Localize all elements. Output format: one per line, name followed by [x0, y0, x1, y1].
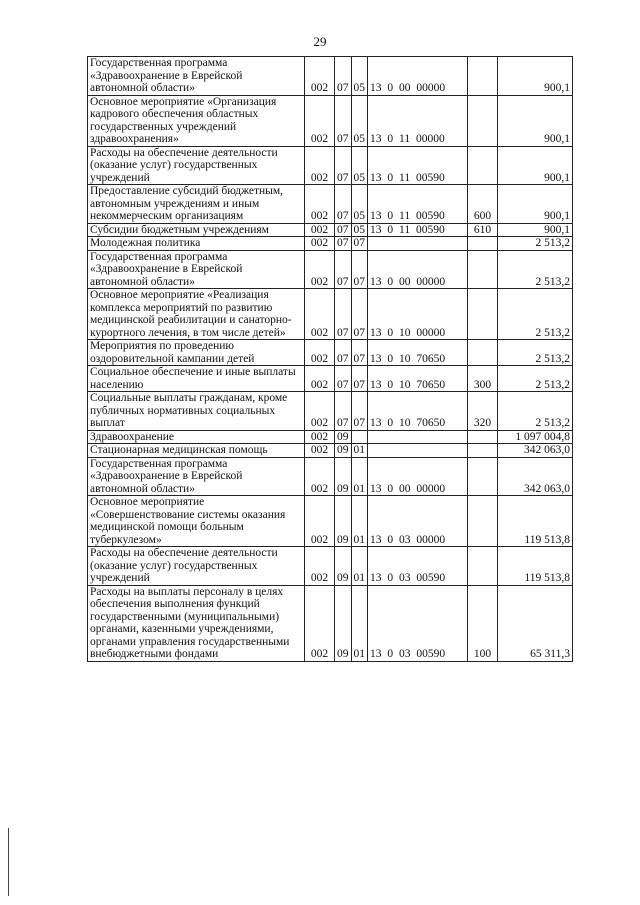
amount-cell: 342 063,0 — [498, 457, 573, 496]
expense-type-cell: 600 — [468, 185, 498, 224]
table-row — [88, 366, 573, 392]
subsection-code-cell: 01 — [351, 547, 368, 586]
subsection-code-cell: 05 — [351, 95, 368, 146]
expense-type-cell — [468, 430, 498, 444]
section-code-cell: 07 — [335, 57, 352, 96]
expense-name-cell: Предоставление субсидий бюджетным, автономным учреждениям и иным некоммерческим организациям — [88, 185, 305, 224]
section-code-cell: 07 — [335, 185, 352, 224]
section-code-cell: 07 — [335, 289, 352, 340]
target-article-cell: 13 0 00 00000 — [368, 57, 468, 96]
ministry-code-cell: 002 — [305, 496, 335, 547]
ministry-code-cell: 002 — [305, 57, 335, 96]
target-article-cell: 13 0 00 00000 — [368, 250, 468, 289]
subsection-code-cell: 07 — [351, 340, 368, 366]
expense-name-cell: Расходы на обеспечение деятельности (оказание услуг) государственных учреждений — [88, 146, 305, 185]
table-row — [88, 57, 573, 96]
expense-type-cell: 320 — [468, 392, 498, 431]
expense-name-cell: Государственная программа «Здравоохранение в Еврейской автономной области» — [88, 457, 305, 496]
table-row — [88, 223, 573, 237]
expense-name-cell: Расходы на обеспечение деятельности (оказание услуг) государственных учреждений — [88, 547, 305, 586]
subsection-code-cell: 05 — [351, 223, 368, 237]
subsection-code-cell: 07 — [351, 237, 368, 251]
subsection-code-cell: 07 — [351, 250, 368, 289]
section-code-cell: 07 — [335, 340, 352, 366]
expense-name-cell: Основное мероприятие «Организация кадрового обеспечения областных государственных учреждений здравоохранения» — [88, 95, 305, 146]
ministry-code-cell: 002 — [305, 289, 335, 340]
amount-cell: 2 513,2 — [498, 340, 573, 366]
target-article-cell — [368, 430, 468, 444]
table-row — [88, 146, 573, 185]
ministry-code-cell: 002 — [305, 444, 335, 458]
expense-name-cell: Расходы на выплаты персоналу в целях обеспечения выполнения функций государственными (муниципальными) органами, казенными учреждениями, органами управления государственными внебюджетными фондами — [88, 585, 305, 661]
table-row — [88, 95, 573, 146]
ministry-code-cell: 002 — [305, 237, 335, 251]
table-row — [88, 444, 573, 458]
table-row — [88, 289, 573, 340]
expense-type-cell: 100 — [468, 585, 498, 661]
amount-cell: 119 513,8 — [498, 496, 573, 547]
target-article-cell: 13 0 10 70650 — [368, 366, 468, 392]
amount-cell: 900,1 — [498, 95, 573, 146]
target-article-cell: 13 0 11 00590 — [368, 223, 468, 237]
target-article-cell: 13 0 03 00590 — [368, 585, 468, 661]
target-article-cell: 13 0 10 70650 — [368, 340, 468, 366]
expense-type-cell: 300 — [468, 366, 498, 392]
expense-type-cell — [468, 95, 498, 146]
expense-name-cell: Мероприятия по проведению оздоровительной кампании детей — [88, 340, 305, 366]
section-code-cell: 07 — [335, 95, 352, 146]
table-row — [88, 237, 573, 251]
expense-type-cell — [468, 237, 498, 251]
target-article-cell: 13 0 10 00000 — [368, 289, 468, 340]
section-code-cell: 07 — [335, 366, 352, 392]
ministry-code-cell: 002 — [305, 95, 335, 146]
subsection-code-cell: 01 — [351, 496, 368, 547]
amount-cell: 2 513,2 — [498, 237, 573, 251]
section-code-cell: 07 — [335, 250, 352, 289]
subsection-code-cell: 01 — [351, 457, 368, 496]
ministry-code-cell: 002 — [305, 547, 335, 586]
target-article-cell: 13 0 11 00000 — [368, 95, 468, 146]
margin-line — [8, 828, 9, 896]
amount-cell: 2 513,2 — [498, 250, 573, 289]
amount-cell: 342 063,0 — [498, 444, 573, 458]
expense-type-cell — [468, 289, 498, 340]
expense-type-cell — [468, 457, 498, 496]
target-article-cell: 13 0 03 00000 — [368, 496, 468, 547]
expense-type-cell — [468, 547, 498, 586]
amount-cell: 1 097 004,8 — [498, 430, 573, 444]
expense-type-cell: 610 — [468, 223, 498, 237]
section-code-cell: 07 — [335, 223, 352, 237]
amount-cell: 900,1 — [498, 146, 573, 185]
expense-name-cell: Здравоохранение — [88, 430, 305, 444]
ministry-code-cell: 002 — [305, 223, 335, 237]
ministry-code-cell: 002 — [305, 392, 335, 431]
expense-name-cell: Субсидии бюджетным учреждениям — [88, 223, 305, 237]
subsection-code-cell: 05 — [351, 185, 368, 224]
page-number: 29 — [313, 34, 327, 49]
target-article-cell: 13 0 00 00000 — [368, 457, 468, 496]
section-code-cell: 09 — [335, 457, 352, 496]
ministry-code-cell: 002 — [305, 185, 335, 224]
target-article-cell: 13 0 11 00590 — [368, 146, 468, 185]
amount-cell: 2 513,2 — [498, 392, 573, 431]
amount-cell: 900,1 — [498, 185, 573, 224]
expense-type-cell — [468, 444, 498, 458]
table-row — [88, 496, 573, 547]
section-code-cell: 07 — [335, 392, 352, 431]
expense-name-cell: Стационарная медицинская помощь — [88, 444, 305, 458]
target-article-cell — [368, 237, 468, 251]
target-article-cell: 13 0 03 00590 — [368, 547, 468, 586]
ministry-code-cell: 002 — [305, 146, 335, 185]
expense-type-cell — [468, 496, 498, 547]
expense-name-cell: Государственная программа «Здравоохранение в Еврейской автономной области» — [88, 57, 305, 96]
section-code-cell: 09 — [335, 585, 352, 661]
expense-name-cell: Основное мероприятие «Реализация комплекса мероприятий по развитию медицинской реабилитации и санаторно-курортного лечения, в том числе детей» — [88, 289, 305, 340]
table-row — [88, 250, 573, 289]
expense-type-cell — [468, 57, 498, 96]
section-code-cell: 09 — [335, 547, 352, 586]
ministry-code-cell: 002 — [305, 250, 335, 289]
expense-name-cell: Социальные выплаты гражданам, кроме публичных нормативных социальных выплат — [88, 392, 305, 431]
subsection-code-cell: 07 — [351, 392, 368, 431]
target-article-cell: 13 0 11 00590 — [368, 185, 468, 224]
amount-cell: 65 311,3 — [498, 585, 573, 661]
table-row — [88, 585, 573, 661]
subsection-code-cell: 07 — [351, 366, 368, 392]
table-row — [88, 340, 573, 366]
ministry-code-cell: 002 — [305, 585, 335, 661]
expense-name-cell: Основное мероприятие «Совершенствование системы оказания медицинской помощи больным туберкулезом» — [88, 496, 305, 547]
expense-name-cell: Молодежная политика — [88, 237, 305, 251]
amount-cell: 119 513,8 — [498, 547, 573, 586]
table-row — [88, 185, 573, 224]
subsection-code-cell: 01 — [351, 585, 368, 661]
section-code-cell: 07 — [335, 237, 352, 251]
ministry-code-cell: 002 — [305, 430, 335, 444]
subsection-code-cell: 01 — [351, 444, 368, 458]
subsection-code-cell: 05 — [351, 146, 368, 185]
table-row — [88, 457, 573, 496]
section-code-cell: 09 — [335, 444, 352, 458]
section-code-cell: 09 — [335, 496, 352, 547]
budget-table-body — [88, 57, 573, 662]
table-row — [88, 547, 573, 586]
expense-type-cell — [468, 146, 498, 185]
section-code-cell: 09 — [335, 430, 352, 444]
subsection-code-cell: 05 — [351, 57, 368, 96]
amount-cell: 2 513,2 — [498, 366, 573, 392]
section-code-cell: 07 — [335, 146, 352, 185]
subsection-code-cell: 07 — [351, 289, 368, 340]
target-article-cell — [368, 444, 468, 458]
ministry-code-cell: 002 — [305, 366, 335, 392]
amount-cell: 900,1 — [498, 223, 573, 237]
ministry-code-cell: 002 — [305, 457, 335, 496]
expense-type-cell — [468, 340, 498, 366]
expense-name-cell: Государственная программа «Здравоохранение в Еврейской автономной области» — [88, 250, 305, 289]
amount-cell: 2 513,2 — [498, 289, 573, 340]
expense-type-cell — [468, 250, 498, 289]
subsection-code-cell — [351, 430, 368, 444]
table-row — [88, 392, 573, 431]
expense-name-cell: Социальное обеспечение и иные выплаты населению — [88, 366, 305, 392]
amount-cell: 900,1 — [498, 57, 573, 96]
table-row — [88, 430, 573, 444]
budget-table — [87, 56, 573, 662]
target-article-cell: 13 0 10 70650 — [368, 392, 468, 431]
ministry-code-cell: 002 — [305, 340, 335, 366]
